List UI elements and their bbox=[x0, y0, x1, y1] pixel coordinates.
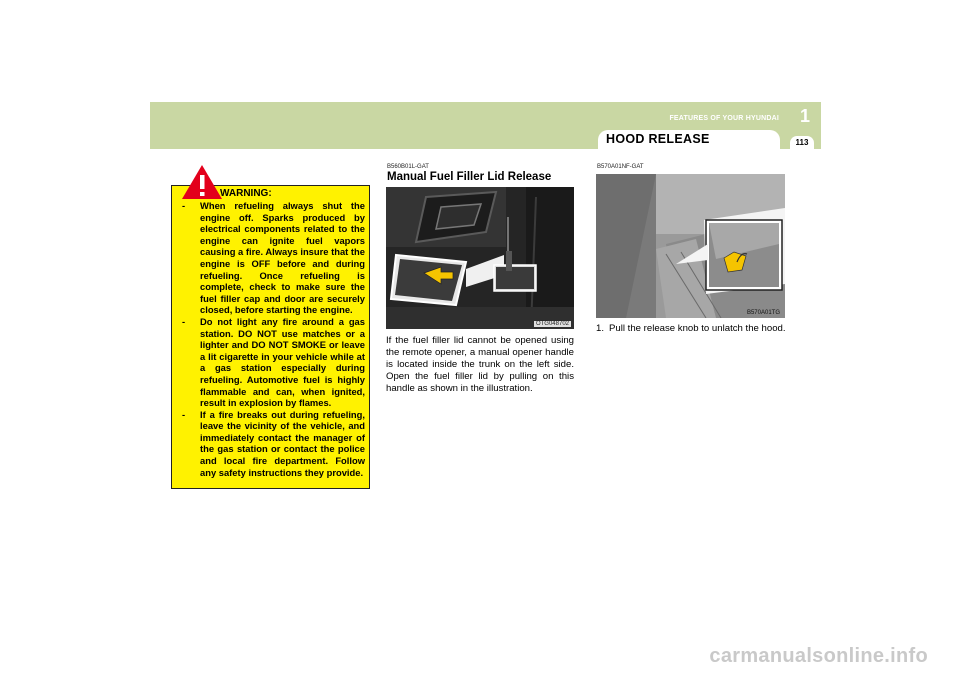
fuel-lid-image-code: OTG048702 bbox=[535, 321, 569, 327]
hood-step-1 bbox=[596, 323, 786, 335]
hood-photo bbox=[596, 174, 785, 318]
warning-list bbox=[180, 200, 365, 478]
step-text: Pull the release knob to unlatch the hood. bbox=[609, 323, 786, 334]
fuel-lid-code: B560B01L-GAT bbox=[387, 164, 429, 170]
watermark: carmanualsonline.info bbox=[709, 645, 928, 667]
section-title-tab bbox=[598, 130, 780, 149]
warning-title: WARNING: bbox=[220, 188, 272, 199]
hood-code: B570A01NF-GAT bbox=[597, 164, 644, 170]
warning-box bbox=[171, 185, 370, 489]
hood-release-illustration bbox=[596, 174, 785, 318]
fuel-lid-body: If the fuel filler lid cannot be opened using the remote opener, a manual opener handle is located inside the trunk on the left side. Open the fuel filler lid by pulling on this handle as shown in the illustration. bbox=[386, 335, 574, 394]
trunk-photo bbox=[386, 187, 574, 329]
chapter-number: 1 bbox=[799, 106, 810, 126]
warning-triangle-icon bbox=[181, 164, 223, 200]
fuel-lid-heading: Manual Fuel Filler Lid Release bbox=[387, 171, 552, 183]
chapter-title: FEATURES OF YOUR HYUNDAI bbox=[669, 115, 779, 122]
hood-image-code: B570A01TG bbox=[746, 310, 780, 316]
trunk-handle-illustration bbox=[386, 187, 574, 329]
warning-item: - Do not light any fire around a gas station. DO NOT use matches or a lighter and DO NOT SMOKE or leave a lit cigarette in your vehicle while at a gas station especially during refueling. Automotive fuel is highly flammable and can, when ignited, result in explosion by flames. bbox=[180, 316, 365, 409]
warning-item: - When refueling always shut the engine off. Sparks produced by electrical components related to the engine can ignite fuel vapors causing a fire. Always insure that the engine is OFF before and during refueling. Once refueling is complete, check to make sure the fuel filler cap and door are securely closed, before starting the engine. bbox=[180, 200, 365, 316]
step-number: 1. bbox=[596, 323, 605, 334]
warning-item: - If a fire breaks out during refueling, leave the vicinity of the vehicle, and immediately contact the manager of the gas station or contact the police and local fire department. Follow any safety instructions they provide. bbox=[180, 409, 365, 479]
page-number: 113 bbox=[790, 136, 814, 149]
section-title: HOOD RELEASE bbox=[606, 132, 710, 146]
